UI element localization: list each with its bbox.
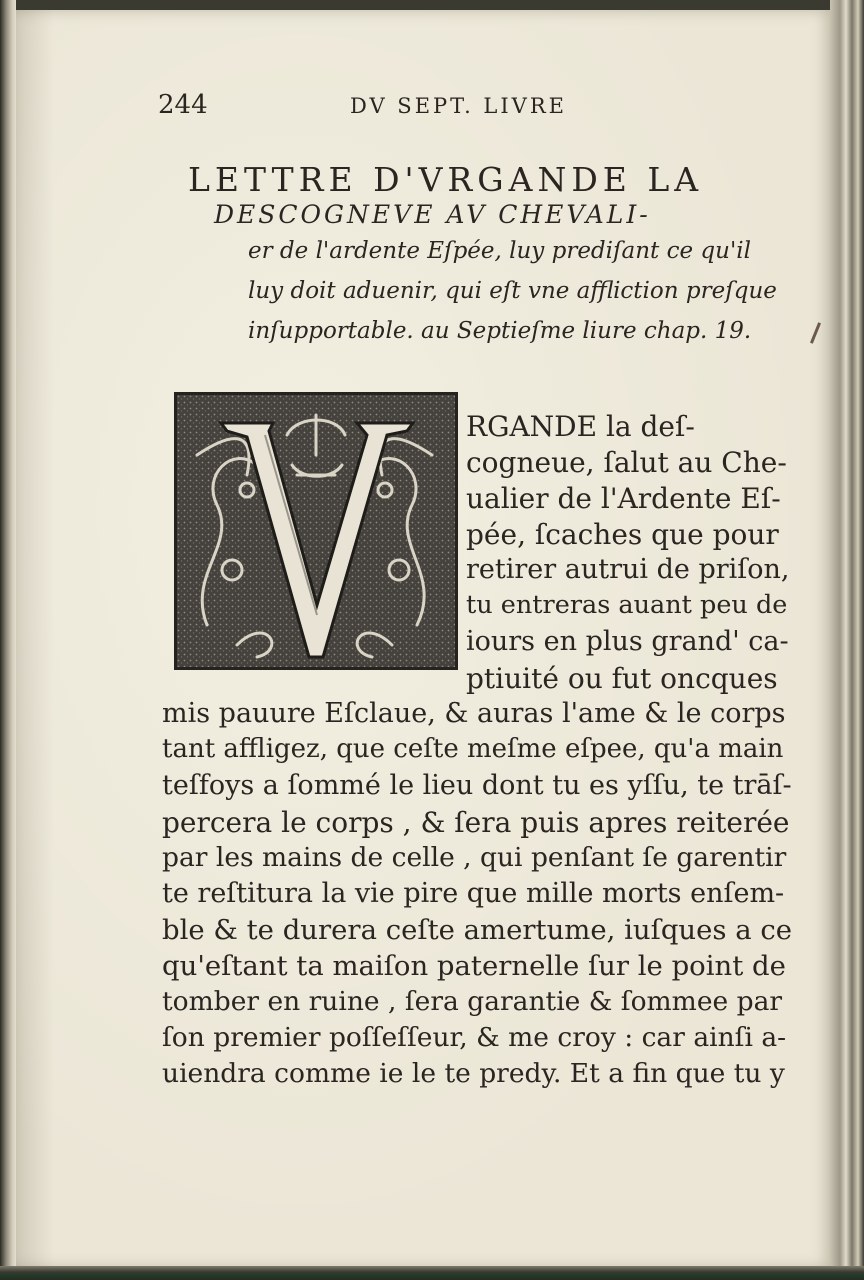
body-line: tant affligez, que ceſte meſme eſpee, qu'a main xyxy=(162,734,784,764)
body-line: mis pauure Eſclaue, & auras l'ame & le corps xyxy=(162,698,786,729)
body-line: tomber en ruine , ſera garantie & ſommee par xyxy=(162,986,783,1017)
body-line: teſfoys a ſommé le lieu dont tu es yſſu, te trāſ- xyxy=(162,770,792,801)
body-line: retirer autrui de priſon, xyxy=(466,554,790,585)
page-number: 244 xyxy=(158,90,208,120)
page-edges-bottom xyxy=(0,1266,864,1280)
body-line: par les mains de celle , qui penſant ſe garentir xyxy=(162,842,787,873)
letter-subtitle-line: inſupportable. au Septieſme liure chap. 19. xyxy=(248,318,752,344)
body-line: ſon premier poſſeſſeur, & me croy : car ainſi a- xyxy=(162,1022,787,1053)
letter-subtitle-line: luy doit aduenir, qui eſt vne affliction preſque xyxy=(248,278,777,304)
letter-title: LETTRE D'VRGANDE LA xyxy=(188,160,704,199)
book-gutter xyxy=(0,0,16,1280)
letter-subtitle-line-1: DESCOGNEVE AV CHEVALI- xyxy=(214,200,651,229)
body-line: ble & te durera ceſte amertume, iuſques a ce xyxy=(162,914,793,946)
body-line: pée, ſcaches que pour xyxy=(466,518,779,551)
ornamental-drop-cap-icon xyxy=(174,392,458,670)
body-line: qu'eſtant ta maiſon paternelle ſur le point de xyxy=(162,950,786,982)
body-line: tu entreras auant peu de xyxy=(466,590,788,620)
body-line: ptiuité ou fut oncques xyxy=(466,662,778,695)
body-line: RGANDE la deſ- xyxy=(466,410,695,443)
letter-subtitle-line: er de l'ardente Eſpée, luy prediſant ce qu'il xyxy=(248,238,751,264)
running-title: DV SEPT. LIVRE xyxy=(350,94,567,118)
body-line: te reſtitura la vie pire que mille morts enſem- xyxy=(162,878,785,909)
body-line: cogneue, ſalut au Che- xyxy=(466,446,787,479)
body-line: uiendra comme ie le te predy. Et a fin que tu y xyxy=(162,1058,785,1089)
page-edges-right xyxy=(830,0,864,1280)
body-line: percera le corps , & ſera puis apres reiterée xyxy=(162,806,790,839)
body-line: iours en plus grand' ca- xyxy=(466,626,789,657)
body-line: ualier de l'Ardente Eſ- xyxy=(466,482,781,515)
running-head xyxy=(0,90,864,124)
woodcut-ornament xyxy=(177,395,455,667)
